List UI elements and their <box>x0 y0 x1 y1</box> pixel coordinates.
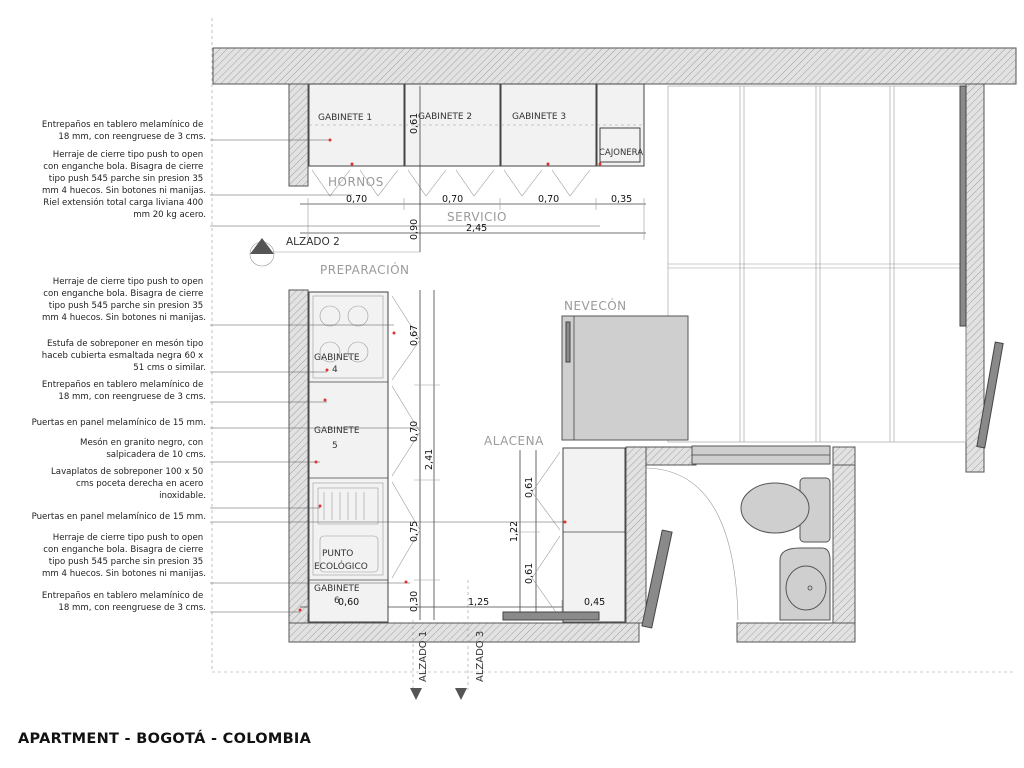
lower-cabinets <box>309 292 388 622</box>
dim-v-122: 1,22 <box>509 520 520 542</box>
dim-total-245: 2,45 <box>466 223 488 234</box>
elevation-label-2: ALZADO 2 <box>286 236 340 248</box>
elevation-marker-1 <box>410 688 467 700</box>
note-2: Herraje de cierre tipo push to open con enganche bola. Bisagra de cierre tipo push 545 parche sin presion 35 mm 4 huecos. Sin botones ni manijas. <box>42 150 206 196</box>
fridge <box>562 316 688 440</box>
dim-v-075: 0,75 <box>409 520 420 542</box>
zone-preparacion: PREPARACIÓN <box>320 263 410 277</box>
note-11: Herraje de cierre tipo push to open con enganche bola. Bisagra de cierre tipo push 545 parche sin presion 35 mm 4 huecos. Sin botones ni manijas. <box>42 533 206 579</box>
cabinet-label-punto-a: PUNTO <box>322 549 354 559</box>
cabinet-label-5b: 5 <box>332 441 338 451</box>
dim-v-061-b: 0,61 <box>524 562 535 584</box>
zone-servicio: SERVICIO <box>447 210 507 224</box>
dim-v-070: 0,70 <box>409 420 420 442</box>
dim-v-241: 2,41 <box>424 448 435 470</box>
cabinet-label-cajonera: CAJONERA <box>599 148 644 158</box>
note-3: Riel extensión total carga liviana 400 mm 20 kg acero. <box>43 198 206 220</box>
upper-cabinets <box>309 84 644 166</box>
dim-top-070-b: 0,70 <box>442 194 464 205</box>
cabinet-label-2: GABINETE 2 <box>418 112 473 122</box>
dim-v-030: 0,30 <box>409 590 420 612</box>
annotation-leaders <box>210 140 600 612</box>
dim-h-125: 1,25 <box>468 597 490 608</box>
cabinet-label-3: GABINETE 3 <box>512 112 567 122</box>
annotation-notes <box>32 120 206 613</box>
note-5: Estufa de sobreponer en mesón tipo haceb cubierta esmaltada negra 60 x 51 cms o similar. <box>41 339 206 373</box>
zone-nevecon: NEVECÓN <box>564 299 627 313</box>
dim-top-070-a: 0,70 <box>346 194 368 205</box>
balcony-grid <box>668 86 1003 464</box>
note-9: Lavaplatos de sobreponer 100 x 50 cms poceta derecha en acero inoxidable. <box>51 467 206 501</box>
dim-v-061-top: 0,61 <box>409 112 420 134</box>
dim-top-070-c: 0,70 <box>538 194 560 205</box>
note-1: Entrepaños en tablero melamínico de 18 mm, con reengruese de 3 cms. <box>41 120 206 142</box>
cabinet-label-4b: 4 <box>332 365 338 375</box>
note-6: Entrepaños en tablero melamínico de 18 mm, con reengruese de 3 cms. <box>41 380 206 402</box>
cabinet-label-1: GABINETE 1 <box>318 113 373 123</box>
dim-v-090: 0,90 <box>409 218 420 240</box>
cabinet-label-punto-b: ECOLÓGICO <box>314 562 368 572</box>
cabinet-label-4a: GABINETE <box>314 353 360 363</box>
elevation-label-3: ALZADO 3 <box>475 630 486 682</box>
note-8: Mesón en granito negro, con salpicadera de 10 cms. <box>80 438 206 460</box>
note-7: Puertas en panel melamínico de 15 mm. <box>31 418 206 428</box>
note-10: Puertas en panel melamínico de 15 mm. <box>31 512 206 522</box>
dim-h-060: 0,60 <box>338 597 360 608</box>
footer-title: APARTMENT - BOGOTÁ - COLOMBIA <box>18 731 312 747</box>
note-12: Entrepaños en tablero melamínico de 18 mm, con reengruese de 3 cms. <box>41 591 206 613</box>
cabinet-label-6a: GABINETE <box>314 584 360 594</box>
zone-hornos: HORNOS <box>328 175 384 189</box>
elevation-marker-2 <box>250 238 274 266</box>
dim-v-061-a: 0,61 <box>524 476 535 498</box>
dim-h-045: 0,45 <box>584 597 606 608</box>
note-4: Herraje de cierre tipo push to open con enganche bola. Bisagra de cierre tipo push 545 parche sin presion 35 mm 4 huecos. Sin botones ni manijas. <box>42 277 206 323</box>
cabinet-label-6b: 6 <box>334 596 340 606</box>
zone-alacena: ALACENA <box>484 434 544 448</box>
elevation-label-1: ALZADO 1 <box>418 630 429 682</box>
bathroom <box>642 468 830 628</box>
pantry <box>503 448 625 622</box>
dim-v-067: 0,67 <box>409 324 420 346</box>
cabinet-label-5a: GABINETE <box>314 426 360 436</box>
dim-top-035: 0,35 <box>611 194 633 205</box>
